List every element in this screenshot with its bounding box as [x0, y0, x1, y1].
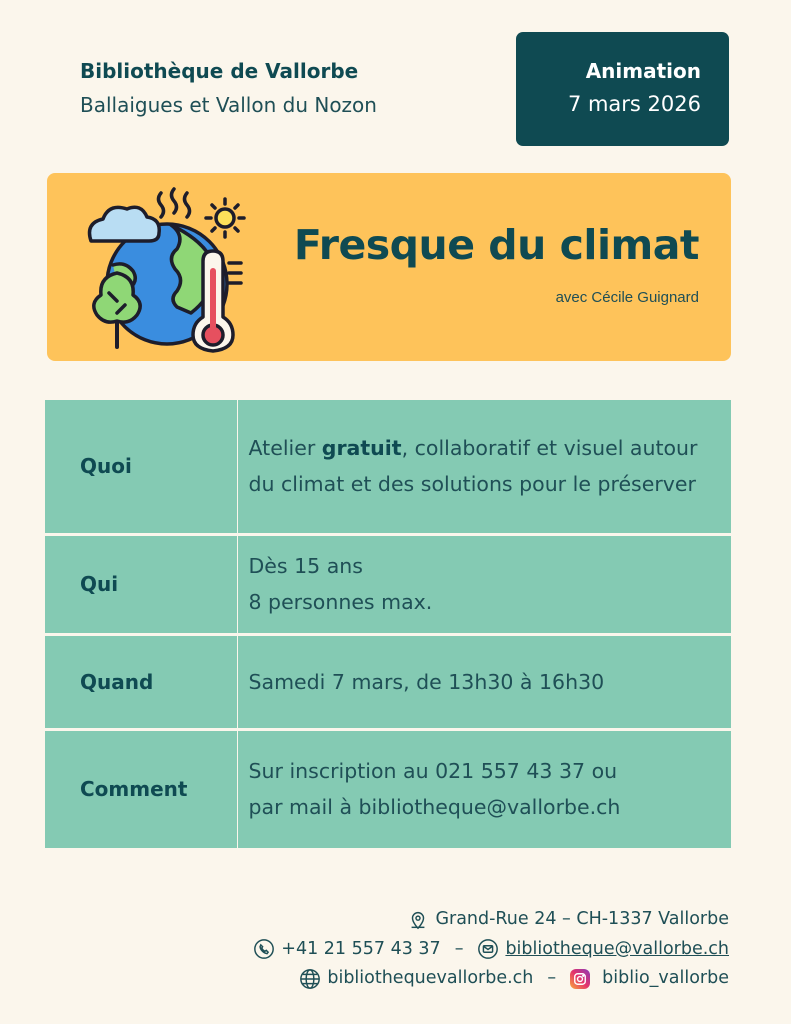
address-line — [253, 905, 729, 935]
info-row-quand — [45, 634, 731, 729]
email-icon — [477, 938, 499, 960]
phone-email-line — [253, 935, 729, 965]
location-pin-icon — [407, 909, 429, 931]
address-text: Grand-Rue 24 – CH-1337 Vallorbe — [435, 909, 729, 929]
separator: – — [547, 968, 557, 988]
qui-line-2: 8 personnes max. — [248, 590, 433, 614]
earth-climate-icon — [79, 181, 251, 353]
event-info-table — [45, 400, 731, 848]
label-quand: Quand — [45, 634, 237, 729]
label-comment: Comment — [45, 729, 237, 848]
quoi-text-after: , collaboratif et visuel autour du climat et des solutions pour le préserver — [248, 436, 698, 497]
qui-line-1: Dès 15 ans — [248, 554, 363, 578]
email-link[interactable]: bibliotheque@vallorbe.ch — [505, 938, 729, 959]
info-row-quoi — [45, 400, 731, 534]
comment-line-1: Sur inscription au 021 557 43 37 ou — [248, 759, 618, 784]
web-insta-line — [253, 964, 729, 994]
library-header — [80, 58, 377, 118]
label-quoi: Quoi — [45, 400, 237, 534]
contact-info — [253, 905, 729, 994]
library-name: Bibliothèque de Vallorbe — [80, 59, 359, 83]
comment-line-2: par mail à bibliotheque@vallorbe.ch — [248, 795, 621, 820]
badge-title: Animation — [585, 59, 701, 83]
value-quoi — [237, 400, 731, 534]
event-badge — [516, 32, 729, 146]
quoi-text-before: Atelier — [248, 436, 322, 461]
separator: – — [454, 938, 464, 959]
event-banner — [47, 173, 731, 361]
globe-icon — [299, 968, 321, 990]
value-qui — [237, 534, 731, 634]
phone-number[interactable]: +41 21 557 43 37 — [281, 938, 441, 959]
value-quand: Samedi 7 mars, de 13h30 à 16h30 — [248, 669, 605, 694]
event-speaker: avec Cécile Guignard — [555, 289, 699, 306]
label-qui: Qui — [45, 534, 237, 634]
event-title: Fresque du climat — [293, 221, 699, 269]
badge-date: 7 mars 2026 — [567, 92, 701, 116]
info-row-qui — [45, 534, 731, 634]
instagram-handle[interactable]: biblio_vallorbe — [602, 968, 729, 988]
instagram-icon — [570, 969, 590, 989]
quoi-text-bold: gratuit — [321, 436, 402, 461]
value-comment — [237, 729, 731, 848]
library-subtitle: Ballaigues et Vallon du Nozon — [80, 93, 377, 117]
phone-icon — [253, 938, 275, 960]
website-link[interactable]: bibliothequevallorbe.ch — [327, 968, 534, 988]
info-row-comment — [45, 729, 731, 848]
